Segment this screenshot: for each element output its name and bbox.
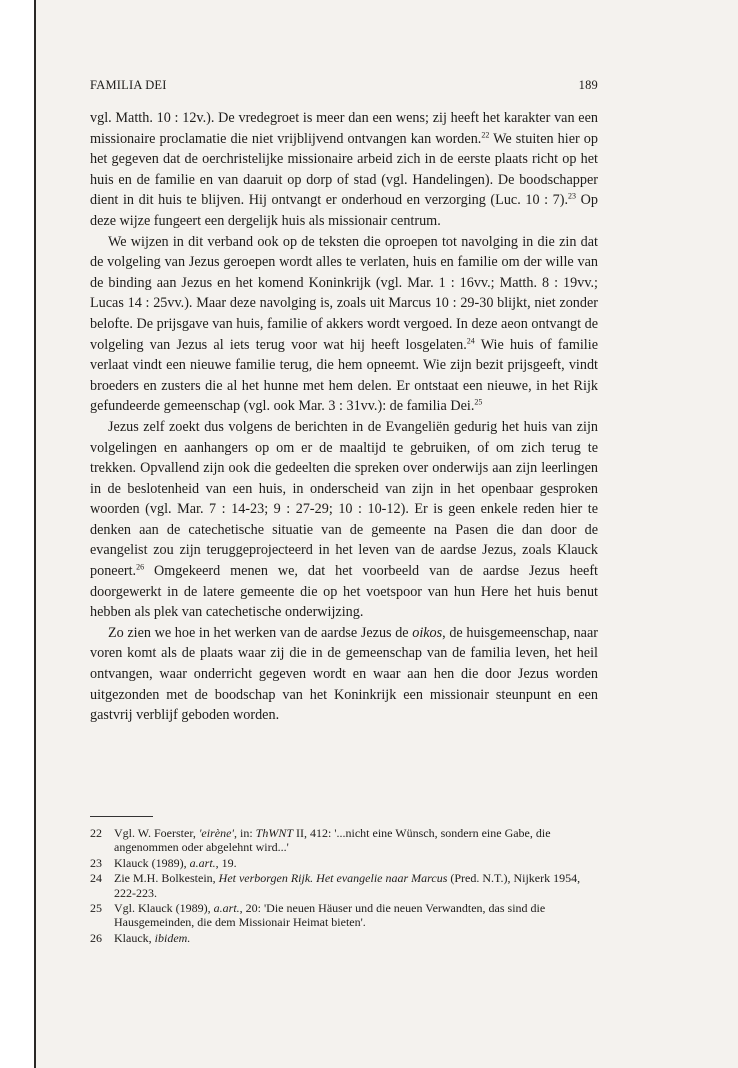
footnote-ref: 26 [136, 562, 145, 572]
footnote-text [114, 871, 598, 900]
footnote-number: 24 [90, 871, 102, 886]
text-run: Vgl. Klauck (1989), [114, 901, 214, 916]
footnote-ref: 23 [568, 191, 577, 201]
footnote-ref: 24 [466, 335, 475, 345]
italic-text: ThWNT [255, 826, 294, 840]
footnote-text [114, 856, 598, 870]
footnote-separator [90, 816, 153, 817]
body-text [90, 108, 598, 726]
text-run: II, 412: '...nicht eine Wünsch, sondern eine Gabe, die angenommen oder abgelehnt wird...' [114, 826, 551, 855]
text-run: , 19. [215, 855, 237, 870]
text-run: (Pred. N.T.), Nijkerk 1954, 222-223. [114, 871, 581, 900]
footnote-text [114, 931, 598, 945]
footnote [90, 931, 598, 945]
footnote-number: 23 [90, 855, 102, 870]
text-run: Omgekeerd menen we, dat het voorbeeld van de aardse Jezus heeft doorgewerkt in de latere gemeente die op het voetspoor van hun Here het huis benut hebben als plek van catechetische onderwijzing. [90, 563, 598, 621]
footnote-number: 26 [90, 930, 102, 945]
italic-text: ibidem. [154, 930, 191, 945]
text-run: Klauck (1989), [114, 855, 190, 870]
scan-margin [0, 0, 34, 1068]
text-run: , de huisgemeenschap, naar voren komt als de plaats waar zij die in de gemeenschap van de familia leven, het heil ontvangen, waar onderricht gegeven wordt en waar aan hen die door Jezus worden uitgezonden met de boodschap van het Koninkrijk een missionair steunpunt en een gastvrij verblijf geboden worden. [90, 624, 598, 724]
text-run: We wijzen in dit verband ook op de teksten die oproepen tot navolging in die zin dat de volgeling van Jezus geroepen wordt alles te verlaten, huis en familie om der wille van de binding aan Jezus en het komend Koninkrijk (vgl. Mar. 1 : 16vv.; Matth. 8 : 19vv.; Lucas 14 : 25vv.). Maar deze navolging is, zoals uit Marcus 10 : 29-30 blijkt, niet zonder belofte. De prijsgave van huis, familie of akkers wordt vergoed. In deze aeon ontvangt de volgeling van Jezus al iets terug voor wat hij heeft losgelaten. [90, 233, 598, 353]
text-run: vgl. Matth. 10 : 12v.). De vredegroet is meer dan een wens; zij heeft het karakter van een missionaire proclamatie die niet vrijblijvend ontvangen kan worden. [90, 110, 598, 147]
footnote-ref: 25 [474, 397, 483, 407]
footnote [90, 871, 598, 900]
text-run: Klauck, [114, 930, 155, 945]
text-run: We stuiten hier op het gegeven dat de oerchristelijke missionaire arbeid zich in de eerste plaats richt op het huis en de familie en van daaruit op dorp of stad (vgl. Handelingen). De boodschapper dient in dit huis te blijven. Hij ontvangt er onderhoud en verzorging (Luc. 10 : 7). [90, 130, 598, 209]
italic-text: oikos [412, 624, 443, 641]
italic-text: Het verborgen Rijk. Het evangelie naar Marcus [218, 871, 448, 886]
italic-text: 'eirène' [198, 826, 234, 840]
text-run: Zie M.H. Bolkestein, [114, 871, 219, 886]
page-number: 189 [578, 78, 598, 92]
text-run: Zo zien we hoe in het werken van de aardse Jezus de [108, 624, 413, 641]
paragraph [90, 108, 598, 232]
footnote-number: 22 [90, 826, 102, 840]
paragraph [90, 623, 598, 726]
running-title: FAMILIA DEI [90, 78, 167, 92]
paragraph [90, 232, 598, 417]
text-run: , 20: 'Die neuen Häuser und die neuen Verwandten, das sind die Hausgemeinden, die dem Missionair Heimat bieten'. [114, 901, 546, 930]
text-run: Op deze wijze fungeert een dergelijk huis als missionair centrum. [90, 192, 598, 229]
paragraph [90, 417, 598, 623]
footnote [90, 901, 598, 930]
italic-text: a.art. [189, 855, 216, 870]
text-run: , in: [233, 826, 256, 840]
text-run: Jezus zelf zoekt dus volgens de berichten in de Evangeliën gedurig het huis van zijn volgelingen en aanhangers op om er de maaltijd te gebruiken, of om zich terug te trekken. Opvallend zijn ook die gedeelten die spreken over onderwijs aan zijn leerlingen in de beslotenheid van een huis, in onderscheid van zijn in het openbaar gesproken woorden (vgl. Mar. 7 : 14-23; 9 : 27-29; 10 : 10-12). Er is geen enkele reden hier te denken aan de catechetische situatie van de gemeente na Pasen die dan door de evangelist zou zijn teruggeprojecteerd in het leven van de aardse Jezus, zoals Klauck poneert. [90, 418, 598, 580]
footnote [90, 826, 598, 855]
text-run: Wie huis of familie verlaat vindt een nieuwe familie terug, die hem opneemt. Wie zijn bezit prijsgeeft, vindt broeders en zusters die al het hunne met hem delen. Er ontstaat een nieuwe, in het Rijk gefundeerde gemeenschap (vgl. ook Mar. 3 : 31vv.): de familia Dei. [90, 336, 598, 415]
italic-text: a.art. [213, 901, 240, 916]
text-run: Vgl. W. Foerster, [114, 826, 199, 840]
footnotes [90, 826, 598, 946]
footnote-ref: 22 [481, 129, 490, 139]
footnote-text [114, 901, 598, 930]
footnote [90, 856, 598, 870]
footnote-number: 25 [90, 901, 102, 916]
footnote-text [114, 826, 598, 855]
